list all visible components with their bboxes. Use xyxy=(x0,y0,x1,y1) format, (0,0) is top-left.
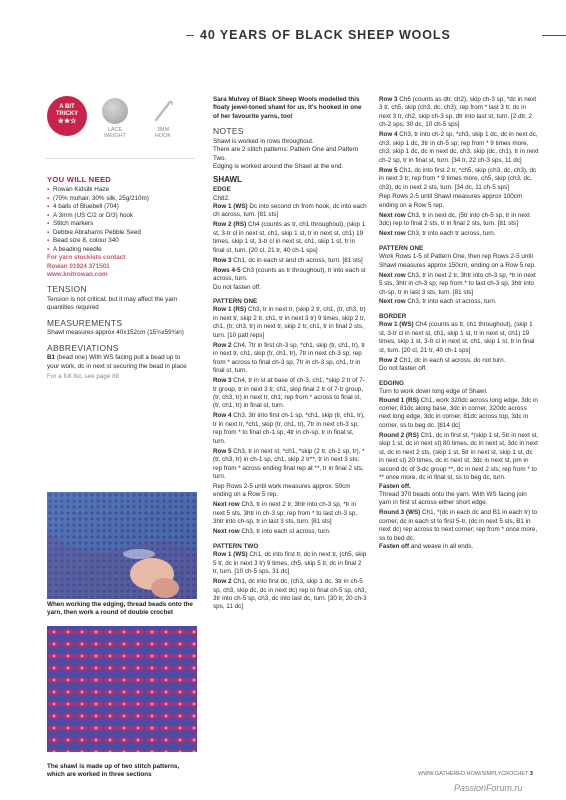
pattern-row: Row 4 Ch3, tr into ch-2 sp, *ch3, skip 1 dc, dc in next dc, ch3, skip 1 dc, 3tr in ch-5 sp; rep from * 9 times more, ch3, skip 1 dc, dc in next dc, ch3, skip (dc, ch1), tr in next ch-2 sp, tr in final st, turn. [34 tr, 22 ch-3 sps, 11 dc] xyxy=(379,131,539,164)
material-item-note: ▪ Bead size 8, colour 340 xyxy=(47,237,191,245)
edge-heading: EDGE xyxy=(213,186,231,194)
pattern-one-heading: PATTERN ONE xyxy=(379,244,424,252)
pattern-row: Row 1 (RS) Ch3, tr in next tr, (skip 2 tr, ch1, (tr, ch3, tr) in next tr, skip 2 tr, ch1, tr in next 3 tr) 9 times, skip 2 tr, ch1, (tr, ch3, tr) in next tr, skip 2 tr, ch1, tr in final 2 sts, turn. [10 patt reps] xyxy=(213,306,366,339)
edging-photo-caption: When working the edging, thread beads onto the yarn, then work a round of double crochet xyxy=(47,601,193,617)
pattern-row: Row 3 Ch4, tr in st at base of ch-3, ch1, *skip 2 tr of 7-tr group, tr in next 3 tr, ch1, skip final 2 tr of 7-tr group, (tr, ch3, tr) in next tr, ch1; rep from * across to final st, (tr, ch1, tr) in final st, turn. xyxy=(213,377,365,410)
pattern-row: Row 1 (WS) Ch1, dc into first tr, dc in next tr, (ch5, skip 5 tr, dc in next 3 tr) 9 times, ch5, skip 5 tr, dc in final 2 tr, turn. [10 ch-5 sps, 31 dc] xyxy=(213,551,367,576)
final-step: Fasten off and weave in all ends. xyxy=(379,543,474,551)
page-number: 3 xyxy=(529,771,533,777)
material-item: ▪ A 3mm (US C/2 or D/3) hook xyxy=(47,212,191,220)
header-rule-left xyxy=(186,35,194,36)
border-heading: BORDER xyxy=(379,312,407,320)
pattern-row: Row 3 Ch6 (counts as dtr, ch2), skip ch-3 sp, *dc in next 3 tr, ch5, skip (ch3, dc, ch3); rep from * last 3 tr, dc in next 3 tr, ch2, skip ch-3 sp, dtr into last st, turn. [2 dtr, 2 ch-2 sps, 30 dc, 10 ch-5 sps] xyxy=(379,96,537,129)
pattern-row: Row 2 (RS) Ch4 (counts as tr, ch1 throughout), (skip 1 st, 3-tr cl in next st, ch1, skip 1 st, tr in next st, ch1) 19 times, skip 1 st, 3-tr cl in next st, ch1, skip 1 st, tr in final st, turn. [20 cl, 21 tr, 40 ch-1 sps] xyxy=(213,221,366,254)
pattern-row: Next row Ch3, tr in next 2 tr, 3htr into ch-3 sp, *tr in next 5 sts, 3htr in ch-3 sp; rep from * to last ch-3 sp, 3htr into ch-sp, tr in last 3 sts, turn. [81 sts] xyxy=(213,501,358,526)
pattern-row: Rows 4-5 Ch3 (counts as tr throughout), tr into each st across, turn. xyxy=(213,266,366,283)
stockist-line: For yarn stockists contact xyxy=(47,254,126,262)
difficulty-badge: A BIT TRICKY ★★☆ xyxy=(47,96,87,136)
shawl-photo-caption: The shawl is made up of two stitch patterns, which are worked in three sections xyxy=(47,763,180,779)
tension-text: Tension is not critical, but it may affect the yarn quantities required xyxy=(47,295,178,312)
material-item-note: ▪ (70% mohair, 30% silk, 25g/210m) xyxy=(47,195,191,203)
pattern-row: Round 3 (WS) Ch1, *(dc in each dc and B1 in each tr) to corner, dc in each st to first 5-tr, (dc in next 5 sts, B1 in next dc) rep across to next corner; rep from * once more, ss to bed dc. xyxy=(379,509,538,542)
notes-line: Shawl is worked in rows throughout. xyxy=(213,137,314,145)
hook-icon: 3MM HOOK xyxy=(143,98,183,139)
pattern-row: Next row Ch3, tr in next 2 tr, 3htr into ch-3 sp, *tr in next 5 sts, 3htr in ch-3 sp; rep from * to last ch-3 sp, 3htr into ch-sp, tr in last 3 sts, turn. [81 sts] xyxy=(379,271,536,296)
pattern-row: Row 2 Ch4, 7tr in first ch-3 sp, *ch1, skip (tr, ch1, tr), tr in next tr, ch1, skip (tr, ch1, tr), 7tr in next ch-3 sp; rep from * across to final ch-3 sp, 7tr in ch-3 sp, ch1, tr in final st, turn. xyxy=(213,341,366,375)
pattern-column-middle xyxy=(213,96,368,613)
pattern-row: Row 3 Ch1, dc in each st and ch across, turn. [81 sts] xyxy=(213,256,363,264)
shawl-photo xyxy=(47,626,197,752)
difficulty-stars: ★★☆ xyxy=(57,118,77,125)
material-item: ▪ Debbie Abrahams Pebble Seed xyxy=(47,229,191,237)
tension-heading: TENSION xyxy=(47,284,87,295)
pattern-row: Next row Ch3, tr into each st across, turn. xyxy=(213,528,331,536)
stockist-website[interactable]: www.knitrowan.com xyxy=(47,270,108,278)
pattern-one-text: Work Rows 1-5 of Pattern One, then rep Rows 2-5 until Shawl measures approx 150cm, ending on a Row 5 rep. xyxy=(379,253,536,269)
repeat-note: Rep Rows 2-5 until work measures approx. 50cm ending on a Row 5 rep. xyxy=(213,483,351,499)
fasten-note: Do not fasten off. xyxy=(213,283,261,291)
material-item: ▪ Rowan Kidsilk Haze xyxy=(47,186,191,194)
footer-url[interactable]: WWW.GATHERED.HOW/SIMPLYCROCHET xyxy=(418,771,529,777)
abbreviations-heading: ABBREVIATIONS xyxy=(47,342,119,353)
materials-column xyxy=(47,170,191,381)
fasten-off: Fasten off. xyxy=(379,482,411,490)
pattern-row: Row 2 Ch1, dc into first dc, (ch3, skip 1 dc, 3tr in ch-5 sp, ch3, skip dc, dc in next dc) rep to final ch-5 sp, ch3, 3tr into ch-5 sp, ch3, dc into last dc, turn. [30 tr, 20 ch-3 sps, 11 dc] xyxy=(213,578,367,611)
notes-line: Edging is worked around the Shawl at the end. xyxy=(213,163,344,171)
measurements-heading: MEASUREMENTS xyxy=(47,317,123,328)
header-rule-right xyxy=(542,35,566,36)
pattern-row: Next row Ch3, tr in next dc, (5tr into ch-5 sp, tr in next 3dc) rep to final 2 sts, tr in final 2 sts, turn. [81 sts] xyxy=(379,211,530,228)
material-item: ▪ Stitch markers xyxy=(47,220,191,228)
pattern-row: Next row Ch3, tr into each st across, turn. xyxy=(379,298,497,306)
shawl-heading: SHAWL xyxy=(213,174,242,184)
material-item: ▪ A beading needle xyxy=(47,246,191,254)
materials-list xyxy=(47,186,191,254)
pattern-two-heading: PATTERN TWO xyxy=(213,542,259,550)
fasten-note: Do not fasten off. xyxy=(379,365,427,373)
material-item-note: ▪ 4 balls of Bluebell (704) xyxy=(47,203,191,211)
pattern-row: Row 1 (WS) Ch4 (counts as tr, ch1 throughout), (skip 1 st, 3-tr cl in next st, ch1, skip 1 st, tr in next st, ch1) 19 times, skip 1 st, 3-tr cl in next st, ch1, skip 1 st, tr in final st, turn. [20 cl, 21 tr, 40 ch-1 sps] xyxy=(379,321,535,354)
pattern-row: Row 4 Ch3, 3tr into first ch-1 sp, *ch1, skip (tr, ch1, tr), tr in next tr, *ch1, skip (tr, ch1, tr), 7tr in next ch-3 sp; rep from * to final ch-1 sp, 4tr in ch-sp, tr in final st, turn. xyxy=(213,412,365,445)
intro-text: Sara Mulvey of Black Sheep Wools modelled this floaty jewel-toned shawl for us. It's hooked in one of her favourite yarns, too! xyxy=(213,96,362,120)
notes-heading: NOTES xyxy=(213,126,244,137)
pattern-row: Round 2 (RS) Ch1, dc in first st, *(skip 1 st, 5tr in next st, skip 1 st, dc in next st) 80 times, dc in next st, 3dc in next st, dc in next 2 sts, (skip 1 st, 5tr in next st, skip 1 st, dc in next st) 20 times, dc in next st, 3dc in next st, pm in second dc of 3-dc group **, dc in next 2 sts; rep from * to ** once more, dc in final st, ss to beg dc, turn. xyxy=(379,431,539,482)
stockist-phone: Rowan 01924 371501 xyxy=(47,262,110,270)
pattern-row: Next row Ch3, tr into each tr across, turn. xyxy=(379,230,496,238)
edge-chain: Ch82. xyxy=(213,194,230,202)
measurements-text: Shawl measures approx 40x152cm (15¾x59¾in) xyxy=(47,329,184,337)
edging-photo xyxy=(47,492,197,599)
watermark: PassionForum.ru xyxy=(454,783,523,793)
lace-weight-icon: LACE WEIGHT xyxy=(95,98,135,139)
page-header xyxy=(186,26,566,46)
edging-heading: EDGING xyxy=(379,379,404,387)
pattern-row: Row 2 Ch1, dc in each st across, do not turn. xyxy=(379,356,506,364)
pattern-info-icons xyxy=(45,96,195,159)
pattern-row: Round 1 (RS) Ch1, work 320dc across long edge, 3dc in corner, 81dc along base, 3dc in corner, 320dc across next long edge, 3dc in corner, 81dc across top, 3dc in corner, ss to beg dc. [814 dc] xyxy=(379,396,538,429)
pattern-column-right xyxy=(379,96,539,552)
page-title: 40 YEARS OF BLACK SHEEP WOOLS xyxy=(200,28,451,42)
edging-intro: Turn to work down long edge of Shawl. xyxy=(379,388,488,396)
abbreviations-link[interactable]: For a full list, see page 88 xyxy=(47,372,120,380)
pattern-row: Row 5 Ch3, tr in next st, *ch1, *skip (2 tr, ch-1 sp, tr), *(tr, ch3, tr) in ch-1 sp, ch1, skip 2 tr**, tr in next 3 sts; rep from * across ending final rep at **, tr in final 2 sts, turn. xyxy=(213,447,365,481)
notes-line: There are 2 stitch patterns: Pattern One and Pattern Two. xyxy=(213,146,359,162)
abbreviation-b1: B1 (bead one) With WS facing pull a bead up to your work, dc in next st securing the bead in place xyxy=(47,354,187,370)
repeat-note: Rep Rows 2-5 until Shawl measures approx 100cm ending on a Row 5 rep. xyxy=(379,193,523,209)
pattern-row: Row 5 Ch1, dc into first 2 tr, *ch5, skip (ch3, dc, ch3), dc in next 3 tr; rep from * 9 times more, ch5, skip (ch3, dc, ch3), dc in next 2 sts, turn. [34 dc, 11 ch-5 sps] xyxy=(379,166,537,191)
pattern-row: Row 1 (WS) Dc into second ch from hook, dc into each ch across, turn. [81 sts] xyxy=(213,202,367,219)
you-will-need-heading: YOU WILL NEED xyxy=(47,175,112,184)
pattern-one-heading: PATTERN ONE xyxy=(213,298,258,306)
page-footer xyxy=(418,771,533,777)
thread-beads-text: Thread 370 beads onto the yarn. With WS facing join yarn in first st across either short edge. xyxy=(379,490,527,507)
